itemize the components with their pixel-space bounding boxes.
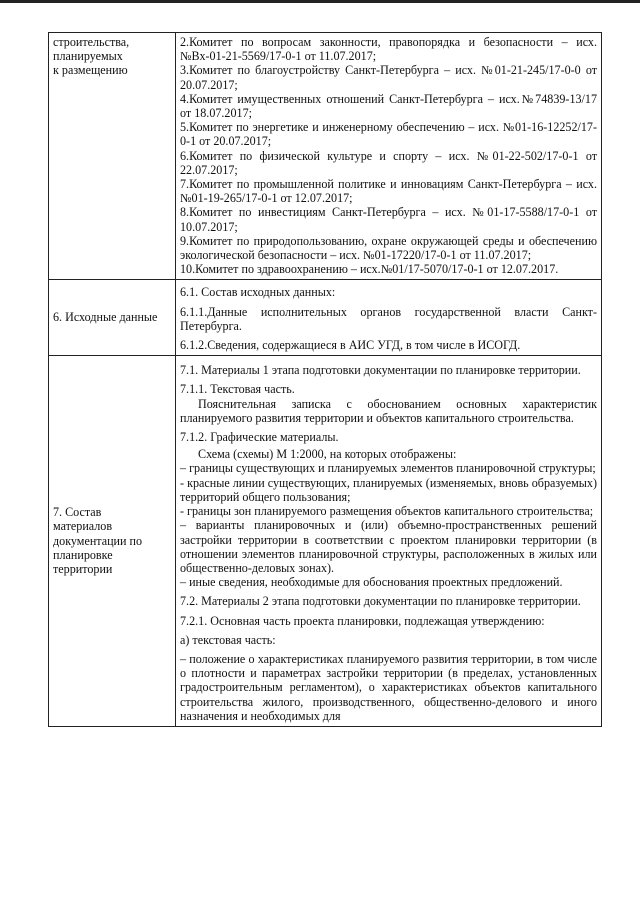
committee-item: 6.Комитет по физической культуре и спорту – исх. №01-22-502/17-0-1 от 22.07.2017;: [180, 148, 597, 177]
row-label-line: планировке: [53, 547, 113, 562]
table-row-source-data: [49, 280, 602, 356]
page-top-border: [0, 0, 640, 3]
list-item: – варианты планировочных и (или) объемно-пространственных решений застройки территории в соответствии с проектом планировки территории (в отношении элементов планировочной структуры, расположенных в жилых или общественно-деловых зонах).: [180, 518, 597, 575]
committee-item: 9.Комитет по природопользованию, охране окружающей среды и обеспечению экологической безопасности – исх. №01-17220/17-0-1 от 11.07.2017;: [180, 233, 597, 263]
paragraph: 7.2.1. Основная часть проекта планировки, подлежащая утверждению:: [180, 613, 545, 628]
table-row-sources: [49, 33, 602, 280]
row-label-line: 6. Исходные данные: [53, 310, 158, 325]
row-label-line: материалов: [53, 519, 113, 534]
committee-item: 10.Комитет по здравоохранению – исх.№01/17-5070/17-0-1 от 12.07.2017.: [180, 262, 559, 277]
row-label-line: 7. Состав: [53, 505, 102, 520]
list-item: – границы существующих и планируемых элементов планировочной структуры;: [180, 461, 596, 476]
paragraph: а) текстовая часть:: [180, 632, 276, 647]
row-label-line: к размещению: [53, 63, 128, 78]
committee-item: 7.Комитет по промышленной политике и инновациям Санкт-Петербурга – исх. №01-19-265/17-0-1 от 12.07.2017;: [180, 177, 597, 206]
list-item: – иные сведения, необходимые для обоснования проектных предложений.: [180, 575, 563, 590]
paragraph: 6.1.1.Данные исполнительных органов государственной власти Санкт-Петербурга.: [180, 304, 597, 333]
row-label-line: строительства,: [53, 35, 130, 49]
committee-item: 5.Комитет по энергетике и инженерному обеспечению – исх. №01-16-12252/17-0-1 от 20.07.2017;: [180, 120, 597, 149]
paragraph: 7.2. Материалы 2 этапа подготовки документации по планировке территории.: [180, 594, 581, 609]
paragraph: 7.1. Материалы 1 этапа подготовки документации по планировке территории.: [180, 363, 581, 378]
requirements-table: [48, 32, 602, 727]
paragraph: Пояснительная записка с обоснованием основных характеристик планируемого развития территории и объектов капитального строительства.: [180, 396, 597, 425]
committee-item: 8.Комитет по инвестициям Санкт-Петербурга – исх. №01-17-5588/17-0-1 от 10.07.2017;: [180, 205, 597, 234]
row-label-line: документации по: [53, 533, 143, 548]
row-label-cell: [49, 280, 176, 356]
committee-item: 3.Комитет по благоустройству Санкт-Петербурга – исх. №01-21-245/17-0-0 от 20.07.2017;: [180, 63, 597, 92]
row-label-line: планируемых: [53, 49, 123, 64]
row-label-cell: [49, 33, 176, 280]
row-label-line: территории: [53, 561, 113, 576]
paragraph: 7.1.2. Графические материалы.: [180, 430, 339, 445]
paragraph: 7.1.1. Текстовая часть.: [180, 382, 295, 397]
table-row-materials: [49, 356, 602, 727]
row-content-cell: [176, 356, 602, 727]
paragraph: – положение о характеристиках планируемого развития территории, в том числе о плотности и параметрах застройки территории (в пределах, установленных градостроительным регламентом), о характеристиках объектов капитального строительства жилого, производственного, общественно-делового и иного назначения и необходимых для: [180, 651, 597, 723]
paragraph: 6.1. Состав исходных данных:: [180, 285, 336, 300]
row-content-cell: [176, 280, 602, 356]
paragraph: 6.1.2.Сведения, содержащиеся в АИС УГД, в том числе в ИСОГД.: [180, 338, 521, 353]
committee-item: 2.Комитет по вопросам законности, правопорядка и безопасности – исх. №Вх-01-21-5569/17-0-1 от 11.07.2017;: [180, 35, 597, 64]
row-label-cell: [49, 356, 176, 727]
list-item: - красные линии существующих, планируемых (изменяемых, вновь образуемых) территорий общего пользования;: [180, 475, 597, 504]
committee-item: 4.Комитет имущественных отношений Санкт-Петербурга – исх.№74839-13/17 от 18.07.2017;: [180, 91, 597, 121]
row-content-cell: [176, 33, 602, 280]
paragraph: Схема (схемы) М 1:2000, на которых отображены:: [198, 447, 457, 462]
list-item: - границы зон планируемого размещения объектов капитального строительства;: [180, 504, 594, 519]
